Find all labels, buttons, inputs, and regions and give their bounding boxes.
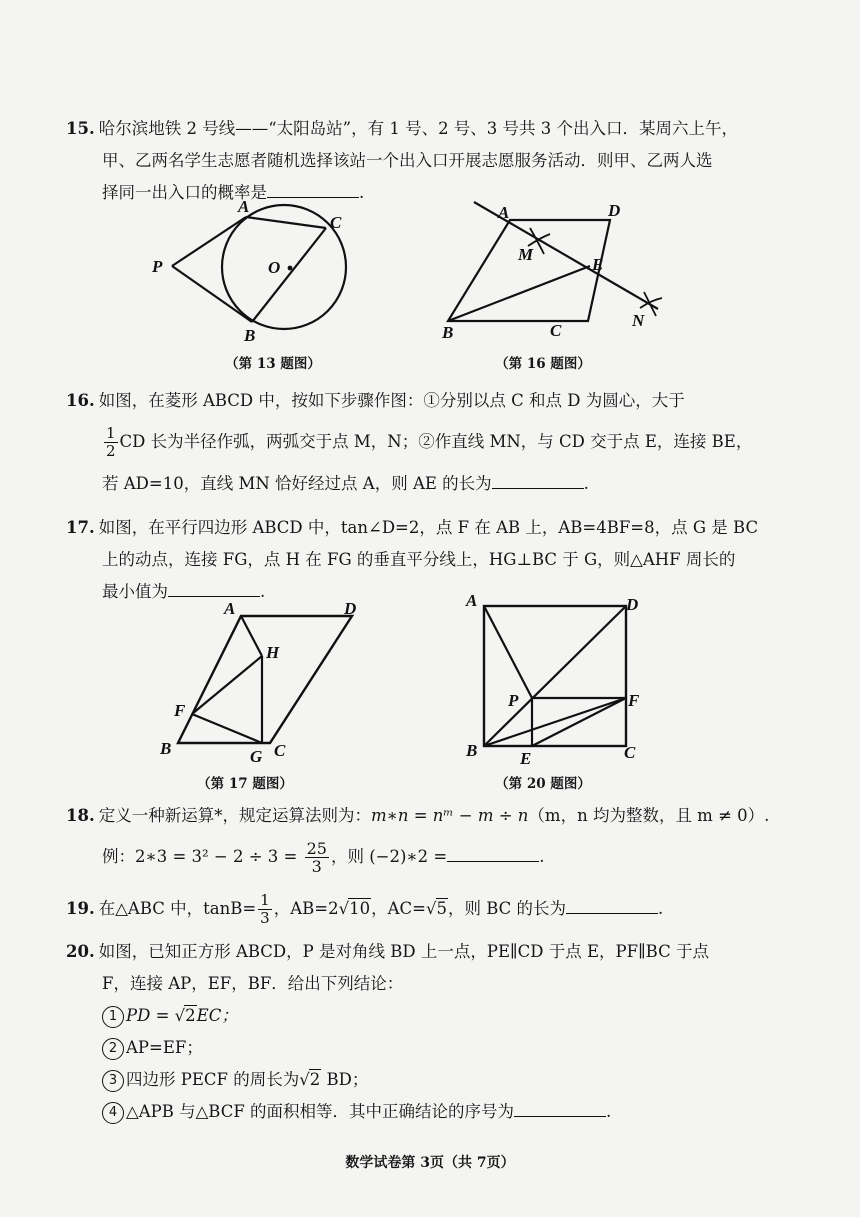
- tangent-pb: [172, 266, 252, 322]
- label-b: B: [466, 741, 478, 760]
- figure-16-caption: （第 16 题图）: [495, 356, 591, 372]
- label-a: A: [466, 591, 478, 610]
- diagonal-bd: [484, 606, 626, 746]
- question-number: 15.: [66, 119, 95, 138]
- question-text: 定义一种新运算*，规定运算法则为：: [98, 806, 371, 825]
- question-16: [66, 385, 786, 500]
- sqrt-10: √10: [338, 899, 371, 918]
- chord-ac: [246, 217, 326, 228]
- tangent-pa: [172, 217, 246, 266]
- fraction-25-3: $\frac{25}{3}$: [306, 839, 327, 876]
- question-number: 18.: [66, 806, 95, 825]
- question-text: CD 长为半径作弧，两弧交于点 M，N；②作直线 MN，与 CD 交于点 E，连接 BE，: [119, 432, 753, 451]
- punctuation: .: [583, 474, 589, 493]
- fraction-one-half: $\frac{1}{2}$: [106, 424, 116, 460]
- label-p: P: [508, 691, 519, 710]
- label-b: B: [244, 326, 256, 345]
- question-text: 甲、乙两名学生志愿者随机选择该站一个出入口开展志愿服务活动．则甲、乙两人选: [102, 151, 713, 170]
- label-o: O: [268, 258, 281, 277]
- label-b: B: [160, 739, 172, 758]
- punctuation: .: [359, 183, 365, 202]
- example-text: ，则 (−2)∗2 =: [330, 847, 448, 866]
- conclusion-1: 1 PD = √2EC；: [66, 1000, 786, 1032]
- question-number: 20.: [66, 942, 95, 961]
- segment-fh: [192, 656, 262, 714]
- label-f: F: [628, 691, 640, 710]
- parallelogram-abcd: [178, 616, 352, 743]
- question-text: 如图，在菱形 ABCD 中，按如下步骤作图：①分别以点 C 和点 D 为圆心，大于: [98, 391, 685, 410]
- question-text: （m，n 均为整数，且 m ≠ 0）.: [528, 806, 770, 825]
- page-footer: 数学试卷第 3页（共 7页）: [345, 1155, 515, 1171]
- question-text: 如图，在平行四边形 ABCD 中，tan∠D=2，点 F 在 AB 上，AB=4BF=8，点 G 是 BC: [98, 518, 759, 537]
- label-c: C: [330, 213, 342, 232]
- question-17: [66, 512, 786, 608]
- figure-13: [150, 198, 370, 348]
- label-e: E: [520, 749, 532, 768]
- label-d: D: [608, 201, 621, 220]
- circle-o: [222, 205, 346, 329]
- label-d: D: [344, 599, 357, 618]
- circled-number: 2: [102, 1038, 124, 1060]
- chord-bc: [252, 228, 326, 322]
- label-b: B: [442, 323, 454, 342]
- question-number: 19.: [66, 899, 95, 918]
- label-m: M: [518, 245, 534, 264]
- question-18: [66, 800, 786, 875]
- circled-number: 4: [102, 1102, 124, 1124]
- figure-20: [462, 592, 652, 767]
- label-c: C: [550, 321, 562, 340]
- answer-blank[interactable]: [492, 470, 584, 489]
- question-text: 最小值为: [102, 582, 168, 601]
- punctuation: .: [539, 847, 545, 866]
- figure-17: [156, 596, 376, 766]
- question-number: 17.: [66, 518, 95, 537]
- example-text: 例：2∗3 = 3² − 2 ÷ 3 =: [102, 847, 298, 866]
- question-text: 择同一出入口的概率是: [102, 183, 267, 202]
- figure-17-caption: （第 17 题图）: [197, 776, 293, 792]
- figure-16: [440, 198, 680, 342]
- segment-bf: [484, 698, 626, 746]
- conclusion-4: 4 △APB 与△BCF 的面积相等．其中正确结论的序号为 .: [66, 1096, 786, 1128]
- question-text: F，连接 AP，EF，BF．给出下列结论：: [102, 974, 404, 993]
- label-c: C: [624, 743, 636, 762]
- label-d: D: [626, 595, 639, 614]
- conclusion-2: 2 AP=EF；: [66, 1032, 786, 1064]
- answer-blank[interactable]: [267, 179, 359, 198]
- segment-ah: [241, 616, 262, 656]
- line-be: [448, 266, 590, 321]
- figure-20-caption: （第 20 题图）: [495, 776, 591, 792]
- sqrt-5: √5: [425, 899, 447, 918]
- circled-number: 3: [102, 1070, 124, 1092]
- question-number: 16.: [66, 391, 95, 410]
- figure-13-caption: （第 13 题图）: [225, 356, 321, 372]
- question-text: 哈尔滨地铁 2 号线——“太阳岛站”，有 1 号、2 号、3 号共 3 个出入口．某周六上午，: [98, 119, 739, 138]
- center-dot: [288, 266, 293, 271]
- conclusion-3: 3 四边形 PECF 的周长为√2 BD；: [66, 1064, 786, 1096]
- label-g: G: [250, 747, 263, 766]
- label-a: A: [224, 599, 236, 618]
- question-19: [66, 892, 786, 927]
- question-text: ，AC=: [371, 899, 426, 918]
- question-text: 上的动点，连接 FG，点 H 在 FG 的垂直平分线上，HG⊥BC 于 G，则△AHF 周长的: [102, 550, 736, 569]
- label-h: H: [266, 643, 280, 662]
- segment-ap: [484, 606, 532, 698]
- label-a: A: [498, 203, 510, 222]
- answer-blank[interactable]: [566, 895, 658, 914]
- punctuation: .: [260, 582, 266, 601]
- label-a: A: [238, 197, 250, 216]
- question-text: 在△ABC 中，tanB=: [98, 899, 257, 918]
- question-20: [66, 936, 786, 1128]
- punctuation: .: [606, 1102, 612, 1121]
- fraction-one-third: $\frac{1}{3}$: [260, 891, 270, 927]
- question-15: [66, 113, 786, 209]
- question-text: ，则 BC 的长为: [448, 899, 567, 918]
- question-text: 如图，已知正方形 ABCD，P 是对角线 BD 上一点，PE∥CD 于点 E，PF∥BC 于点: [98, 942, 709, 961]
- answer-blank[interactable]: [447, 843, 539, 862]
- question-text: 若 AD=10，直线 MN 恰好经过点 A，则 AE 的长为: [102, 474, 492, 493]
- punctuation: .: [658, 899, 664, 918]
- label-p: P: [152, 257, 163, 276]
- label-n: N: [632, 311, 645, 330]
- circled-number: 1: [102, 1006, 124, 1028]
- question-text: ，AB=2: [273, 899, 339, 918]
- answer-blank[interactable]: [514, 1098, 606, 1117]
- segment-fg: [192, 714, 262, 743]
- operation-formula: m∗n = nᵐ − m ÷ n: [370, 806, 529, 825]
- segment-ef: [532, 698, 626, 746]
- label-e: E: [592, 255, 604, 274]
- label-f: F: [174, 701, 186, 720]
- answer-blank[interactable]: [168, 578, 260, 597]
- label-c: C: [274, 741, 286, 760]
